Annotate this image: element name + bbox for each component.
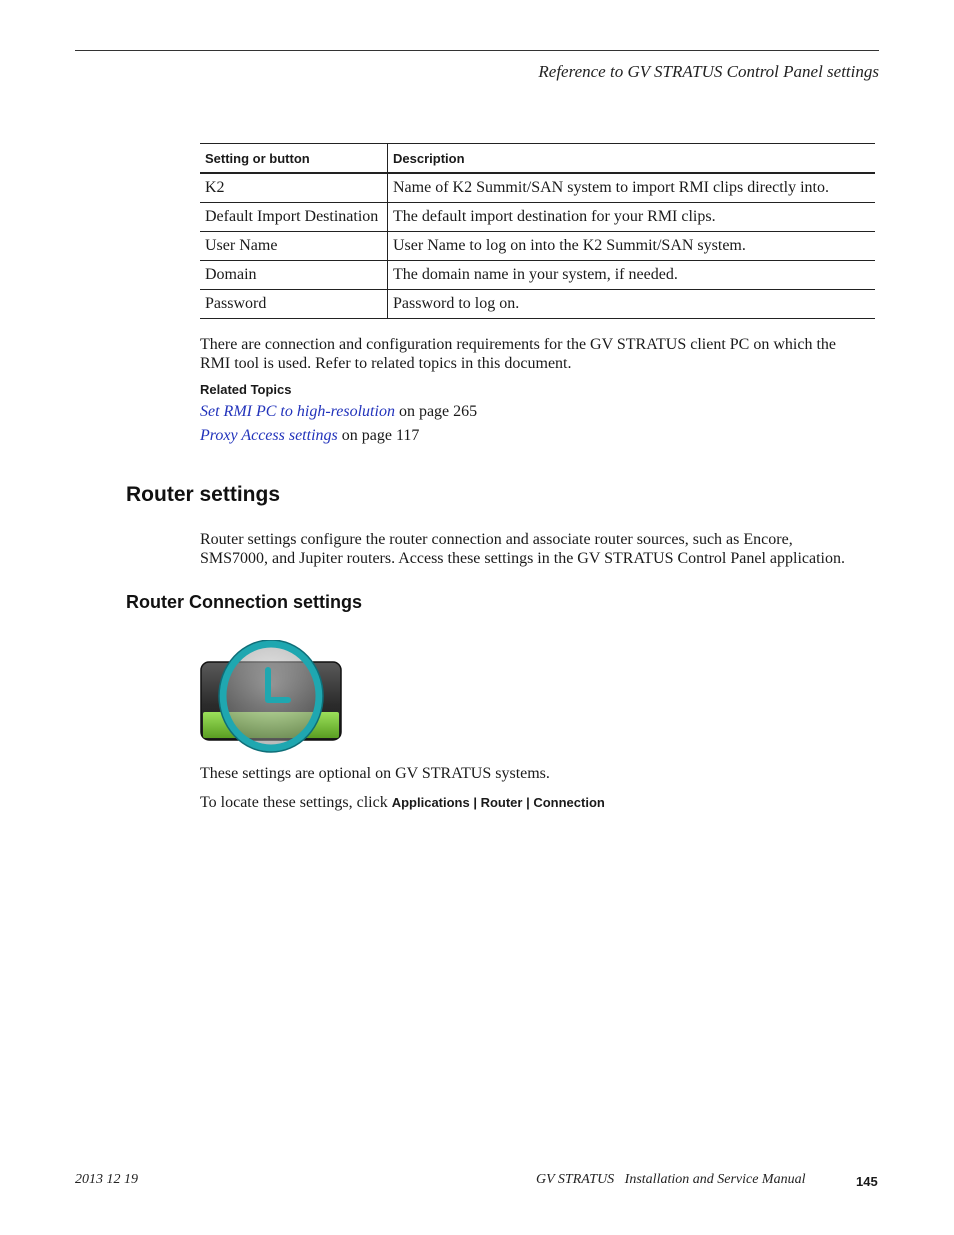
description-cell: User Name to log on into the K2 Summit/SAN system.	[388, 232, 876, 261]
footer-manual-title: GV STRATUS Installation and Service Manual	[536, 1172, 806, 1187]
description-cell: The domain name in your system, if needed.	[388, 261, 876, 290]
table-header-row	[200, 144, 875, 174]
table-row	[200, 232, 875, 261]
column-header: Setting or button	[200, 144, 388, 174]
related-link-item	[200, 402, 477, 421]
table-row	[200, 261, 875, 290]
section-heading-router-settings: Router settings	[126, 483, 281, 506]
page-number: 145	[856, 1174, 878, 1189]
description-cell: Password to log on.	[388, 290, 876, 319]
related-link-item	[200, 426, 419, 445]
optional-note: These settings are optional on GV STRATUS systems.	[200, 765, 550, 782]
description-cell: Name of K2 Summit/SAN system to import RMI clips directly into.	[388, 173, 876, 203]
running-header: Reference to GV STRATUS Control Panel settings	[538, 62, 879, 81]
footer-date: 2013 12 19	[75, 1172, 138, 1187]
subsection-heading-router-connection: Router Connection settings	[126, 592, 363, 612]
router-line: SMS7000, and Jupiter routers. Access these settings in the GV STRATUS Control Panel application.	[200, 550, 845, 567]
setting-cell: Default Import Destination	[200, 203, 388, 232]
locate-instruction	[200, 793, 605, 812]
intro-paragraph	[200, 335, 836, 373]
page-ref: on page 117	[337, 427, 420, 444]
router-connection-icon	[200, 640, 342, 755]
related-link-proxy-access[interactable]: Proxy Access settings	[200, 427, 338, 444]
column-header: Description	[388, 144, 876, 174]
description-cell: The default import destination for your RMI clips.	[388, 203, 876, 232]
router-paragraph	[200, 530, 845, 568]
router-line: Router settings configure the router connection and associate router sources, such as Encore,	[200, 531, 793, 548]
intro-line: There are connection and configuration requirements for the GV STRATUS client PC on which the	[200, 336, 836, 353]
page-ref: on page 265	[394, 403, 478, 420]
related-topics-heading: Related Topics	[200, 382, 292, 397]
related-link-rmi-pc[interactable]: Set RMI PC to high-resolution	[200, 403, 395, 420]
header-rule	[75, 50, 879, 51]
table-row	[200, 290, 875, 319]
locate-prefix: To locate these settings, click	[200, 794, 392, 811]
setting-cell: User Name	[200, 232, 388, 261]
setting-cell: K2	[200, 173, 388, 203]
table-row	[200, 173, 875, 203]
table-row	[200, 203, 875, 232]
intro-line: RMI tool is used. Refer to related topics in this document.	[200, 355, 572, 372]
menu-path: Applications | Router | Connection	[391, 795, 605, 810]
settings-table	[200, 143, 875, 319]
setting-cell: Domain	[200, 261, 388, 290]
setting-cell: Password	[200, 290, 388, 319]
